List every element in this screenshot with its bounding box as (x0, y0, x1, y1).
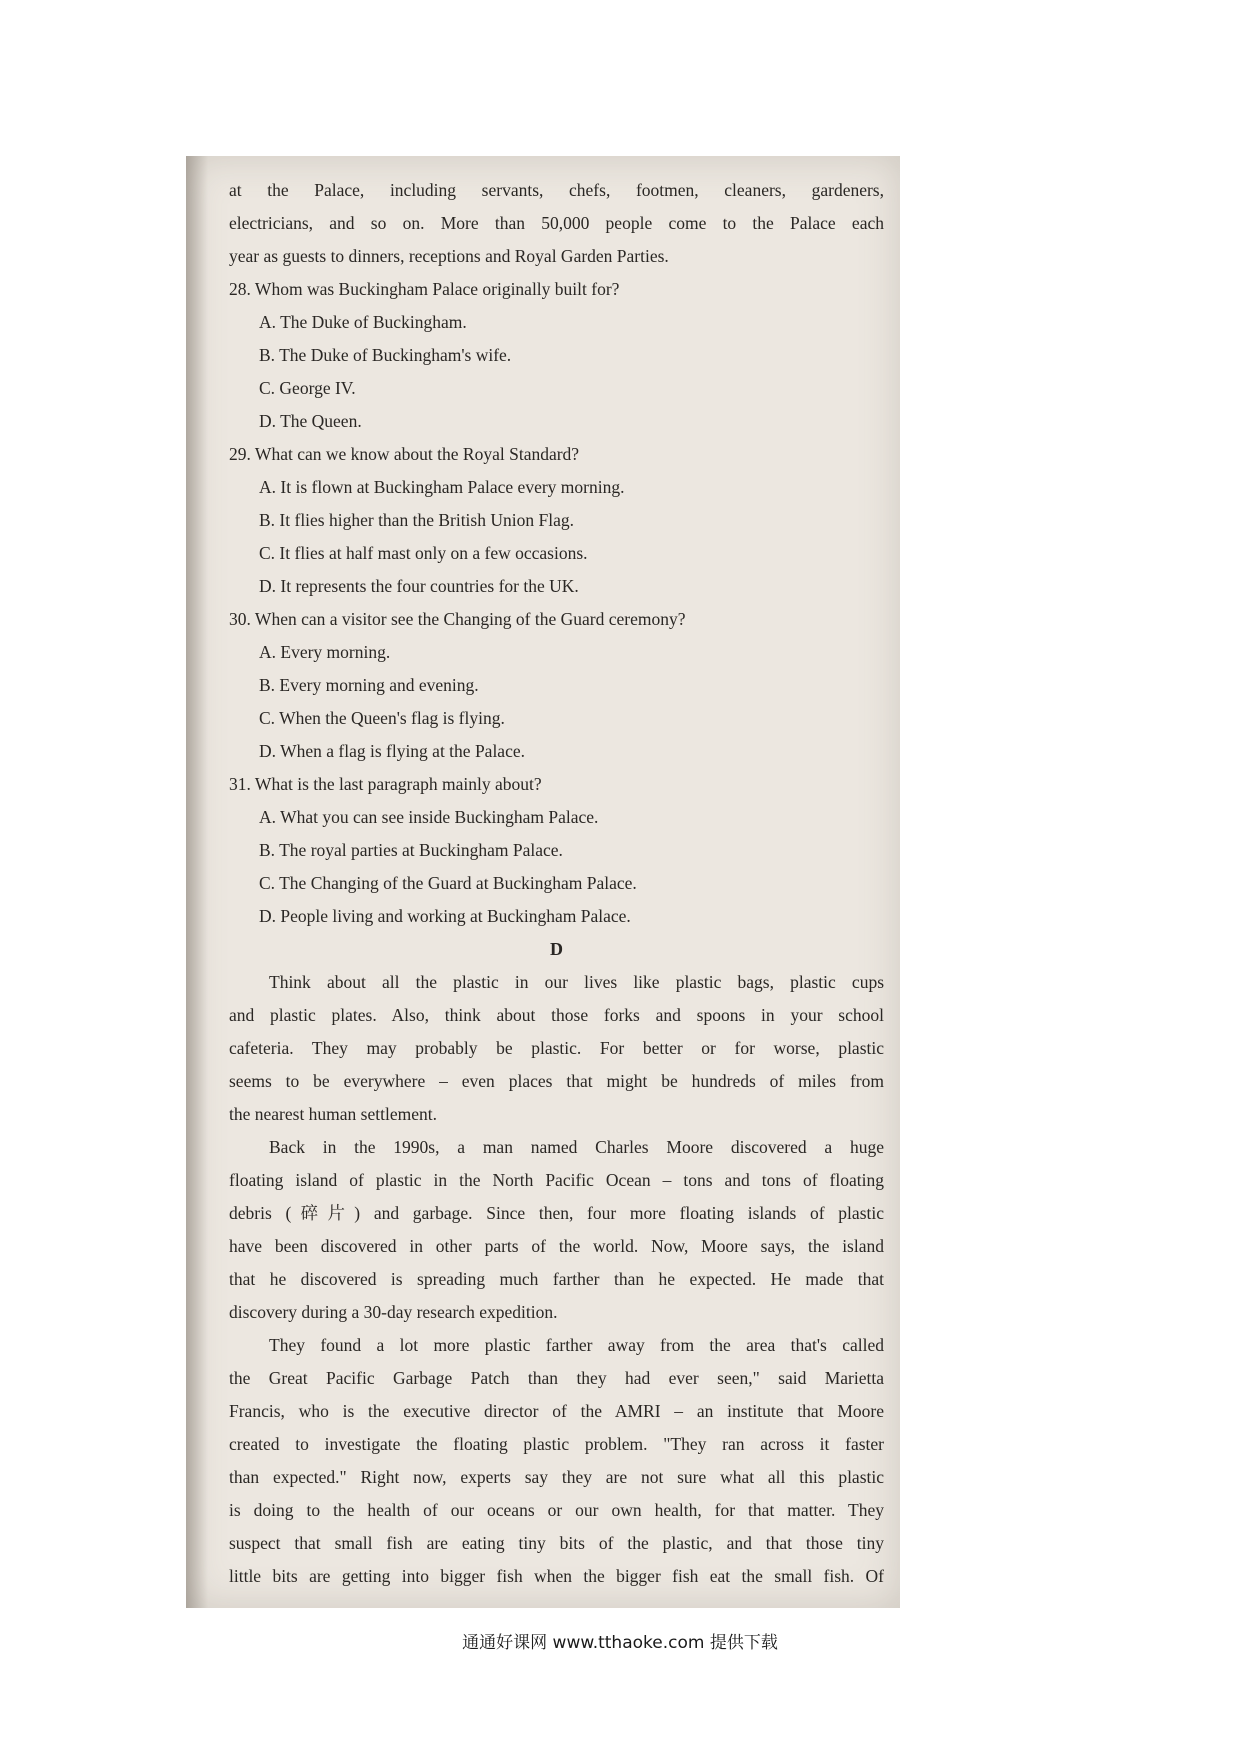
question-stem: 31. What is the last paragraph mainly about? (229, 774, 542, 794)
option-b: B. The Duke of Buckingham's wife. (259, 345, 512, 365)
text-line: little bits are getting into bigger fish when the bigger fish eat the small fish. Of (229, 1566, 884, 1586)
text-line: created to investigate the floating plastic problem. "They ran across it faster (229, 1434, 884, 1454)
question-29 (229, 438, 884, 603)
option-d: D. The Queen. (259, 411, 362, 431)
text-line: that he discovered is spreading much farther than he expected. He made that (229, 1269, 884, 1289)
text-line: is doing to the health of our oceans or our own health, for that matter. They (229, 1500, 884, 1520)
text-line: suspect that small fish are eating tiny bits of the plastic, and that those tiny (229, 1533, 884, 1553)
option-a: A. It is flown at Buckingham Palace every morning. (259, 477, 625, 497)
passage-d-paragraph-1 (229, 966, 884, 1131)
text-line: Back in the 1990s, a man named Charles Moore discovered a huge (269, 1137, 884, 1157)
passage-d-paragraph-2 (229, 1131, 884, 1329)
question-30 (229, 603, 884, 768)
option-a: A. The Duke of Buckingham. (259, 312, 467, 332)
option-d: D. When a flag is flying at the Palace. (259, 741, 525, 761)
text-line: floating island of plastic in the North Pacific Ocean – tons and tons of floating (229, 1170, 884, 1190)
text-line: and plastic plates. Also, think about those forks and spoons in your school (229, 1005, 884, 1025)
question-stem: 28. Whom was Buckingham Palace originally built for? (229, 279, 620, 299)
option-c: C. It flies at half mast only on a few occasions. (259, 543, 588, 563)
question-31 (229, 768, 884, 933)
option-d: D. It represents the four countries for the UK. (259, 576, 579, 596)
passage-d-paragraph-3 (229, 1329, 884, 1593)
option-b: B. The royal parties at Buckingham Palace. (259, 840, 563, 860)
option-d: D. People living and working at Buckingham Palace. (259, 906, 631, 926)
text-line: electricians, and so on. More than 50,000 people come to the Palace each (229, 213, 884, 233)
text-line: at the Palace, including servants, chefs, footmen, cleaners, gardeners, (229, 180, 884, 200)
text-line: the nearest human settlement. (229, 1104, 437, 1124)
text-line: Think about all the plastic in our lives like plastic bags, plastic cups (269, 972, 884, 992)
text-line: year as guests to dinners, receptions and Royal Garden Parties. (229, 246, 669, 266)
option-b: B. It flies higher than the British Union Flag. (259, 510, 574, 530)
option-c: C. When the Queen's flag is flying. (259, 708, 505, 728)
text-line: than expected." Right now, experts say they are not sure what all this plastic (229, 1467, 884, 1487)
download-footer: 通通好课网 www.tthaoke.com 提供下载 (462, 1633, 778, 1653)
text-line: Francis, who is the executive director of the AMRI – an institute that Moore (229, 1401, 884, 1421)
question-stem: 30. When can a visitor see the Changing of the Guard ceremony? (229, 609, 686, 629)
question-stem: 29. What can we know about the Royal Standard? (229, 444, 580, 464)
option-c: C. The Changing of the Guard at Buckingham Palace. (259, 873, 637, 893)
text-line: seems to be everywhere – even places that might be hundreds of miles from (229, 1071, 884, 1091)
scanned-page (186, 156, 900, 1608)
text-line: have been discovered in other parts of the world. Now, Moore says, the island (229, 1236, 884, 1256)
question-28 (229, 273, 884, 438)
option-c: C. George IV. (259, 378, 356, 398)
option-a: A. Every morning. (259, 642, 391, 662)
section-heading-d: D (550, 939, 563, 959)
text-line: debris (碎片) and garbage. Since then, four more floating islands of plastic (229, 1203, 884, 1223)
passage-c-ending (229, 174, 884, 273)
text-line: cafeteria. They may probably be plastic. For better or for worse, plastic (229, 1038, 884, 1058)
option-a: A. What you can see inside Buckingham Palace. (259, 807, 599, 827)
option-b: B. Every morning and evening. (259, 675, 479, 695)
text-line: They found a lot more plastic farther away from the area that's called (269, 1335, 884, 1355)
text-line: the Great Pacific Garbage Patch than they had ever seen," said Marietta (229, 1368, 884, 1388)
text-line: discovery during a 30-day research expedition. (229, 1302, 558, 1322)
page-content (229, 174, 884, 1593)
